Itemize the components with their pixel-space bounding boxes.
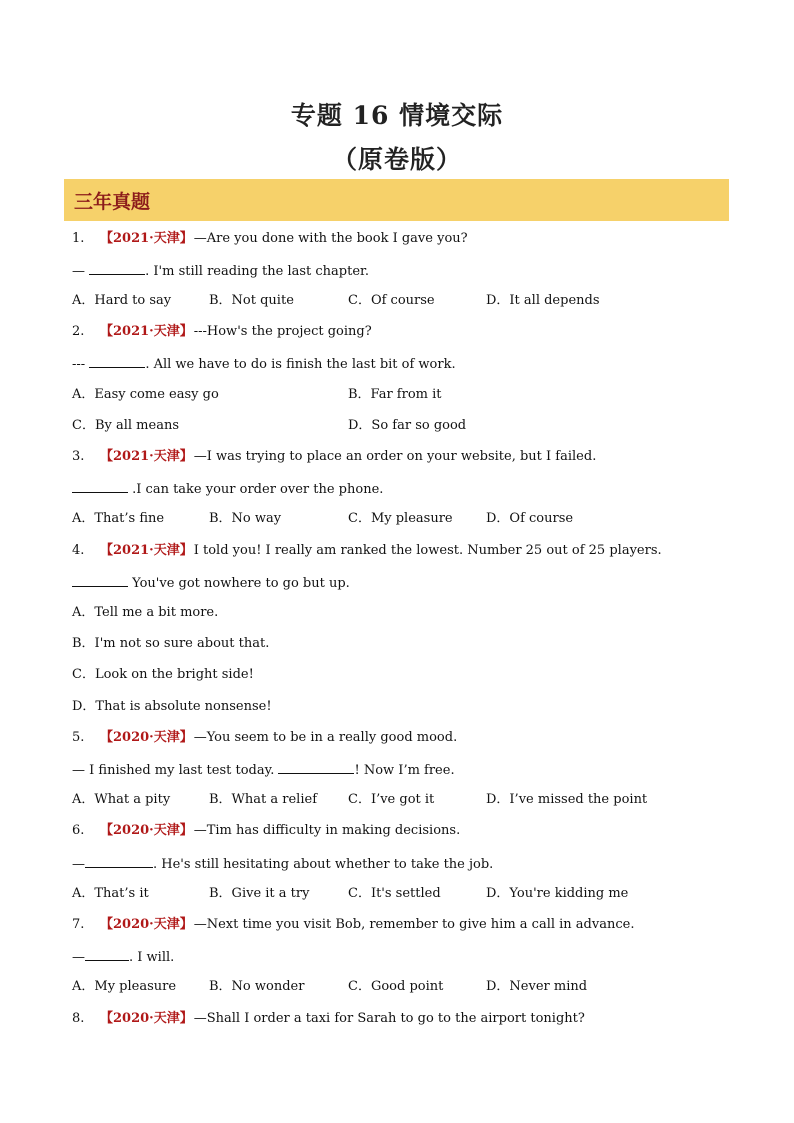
question-4: 4. 【2021·天津】I told you! I really am ranked the lowest. Number 25 out of 25 players. [72, 543, 662, 558]
option-a[interactable]: A．Easy come easy go [72, 387, 219, 402]
option-c[interactable]: C．Look on the bright side! [72, 667, 254, 682]
section-title: 三年真题 [74, 191, 151, 213]
option-b[interactable]: B．Far from it [348, 387, 442, 402]
question-stem: —Shall I order a taxi for Sarah to go to the airport tonight? [193, 1011, 585, 1026]
question-6: 6. 【2020·天津】—Tim has difficulty in making decisions. [72, 823, 461, 838]
question-stem: —I was trying to place an order on your website, but I failed. [193, 449, 597, 464]
page-subtitle: （原卷版） [331, 145, 462, 174]
source-tag: 【2021·天津】 [100, 324, 193, 339]
source-tag: 【2020·天津】 [100, 917, 193, 932]
option-d[interactable]: D．So far so good [348, 418, 467, 433]
question-1: 1. 【2021·天津】—Are you done with the book I gave you? [72, 231, 468, 246]
option-d[interactable]: D．Of course [486, 511, 574, 526]
question-stem: I told you! I really am ranked the lowest. Number 25 out of 25 players. [193, 543, 662, 558]
question-5: 5. 【2020·天津】—You seem to be in a really good mood. [72, 730, 458, 745]
answer-blank[interactable] [278, 761, 354, 774]
answer-blank[interactable] [85, 948, 129, 961]
answer-blank[interactable] [85, 855, 153, 868]
question-3: 3. 【2021·天津】—I was trying to place an order on your website, but I failed. [72, 449, 597, 464]
source-tag: 【2021·天津】 [100, 543, 193, 558]
option-a[interactable]: A．Hard to say [72, 293, 172, 308]
source-tag: 【2020·天津】 [100, 823, 193, 838]
question-stem: —Tim has difficulty in making decisions. [193, 823, 461, 838]
option-a[interactable]: A．That’s it [72, 886, 149, 901]
question-7: 7. 【2020·天津】—Next time you visit Bob, remember to give him a call in advance. [72, 917, 635, 932]
option-b[interactable]: B．Not quite [209, 293, 294, 308]
answer-line-3: .I can take your order over the phone. [72, 480, 383, 498]
question-stem: —Are you done with the book I gave you? [193, 231, 468, 246]
option-d[interactable]: D．I’ve missed the point [486, 792, 648, 807]
option-b[interactable]: B．What a relief [209, 792, 318, 807]
option-a[interactable]: A．My pleasure [72, 979, 177, 994]
answer-line-1: — . I'm still reading the last chapter. [72, 264, 369, 279]
answer-line-7: — . I will. [72, 950, 175, 965]
option-d[interactable]: D．That is absolute nonsense! [72, 699, 272, 714]
option-b[interactable]: B．No wonder [209, 979, 305, 994]
option-a[interactable]: A．What a pity [72, 792, 171, 807]
source-tag: 【2021·天津】 [100, 231, 193, 246]
question-2: 2. 【2021·天津】---How's the project going? [72, 324, 372, 339]
question-stem: —Next time you visit Bob, remember to give him a call in advance. [193, 917, 635, 932]
option-a[interactable]: A．That’s fine [72, 511, 165, 526]
option-c[interactable]: C．It's settled [348, 886, 441, 901]
question-8: 8. 【2020·天津】—Shall I order a taxi for Sarah to go to the airport tonight? [72, 1011, 585, 1026]
option-d[interactable]: D．It all depends [486, 293, 600, 308]
option-c[interactable]: C．My pleasure [348, 511, 453, 526]
question-stem: ---How's the project going? [193, 324, 372, 339]
source-tag: 【2020·天津】 [100, 730, 193, 745]
answer-line-6: — . He's still hesitating about whether to take the job. [72, 857, 494, 872]
section-header [64, 179, 729, 221]
answer-blank[interactable] [89, 262, 145, 275]
answer-line-2: --- . All we have to do is finish the last bit of work. [72, 357, 456, 372]
option-d[interactable]: D．Never mind [486, 979, 588, 994]
answer-blank[interactable] [72, 574, 128, 587]
answer-blank[interactable] [89, 355, 145, 368]
answer-blank[interactable] [72, 480, 128, 493]
source-tag: 【2020·天津】 [100, 1011, 193, 1026]
question-stem: —You seem to be in a really good mood. [193, 730, 458, 745]
option-c[interactable]: C．Of course [348, 293, 435, 308]
option-d[interactable]: D．You're kidding me [486, 886, 629, 901]
source-tag: 【2021·天津】 [100, 449, 193, 464]
answer-line-5: — I finished my last test today. ! Now I’m free. [72, 763, 455, 778]
option-a[interactable]: A．Tell me a bit more. [72, 605, 219, 620]
page-title: 专题 16 情境交际 [290, 101, 504, 130]
option-c[interactable]: C．Good point [348, 979, 444, 994]
answer-line-4: You've got nowhere to go but up. [72, 574, 350, 592]
option-b[interactable]: B．Give it a try [209, 886, 310, 901]
option-b[interactable]: B．No way [209, 511, 282, 526]
option-c[interactable]: C．I’ve got it [348, 792, 435, 807]
option-b[interactable]: B．I'm not so sure about that. [72, 636, 270, 651]
option-c[interactable]: C．By all means [72, 418, 179, 433]
